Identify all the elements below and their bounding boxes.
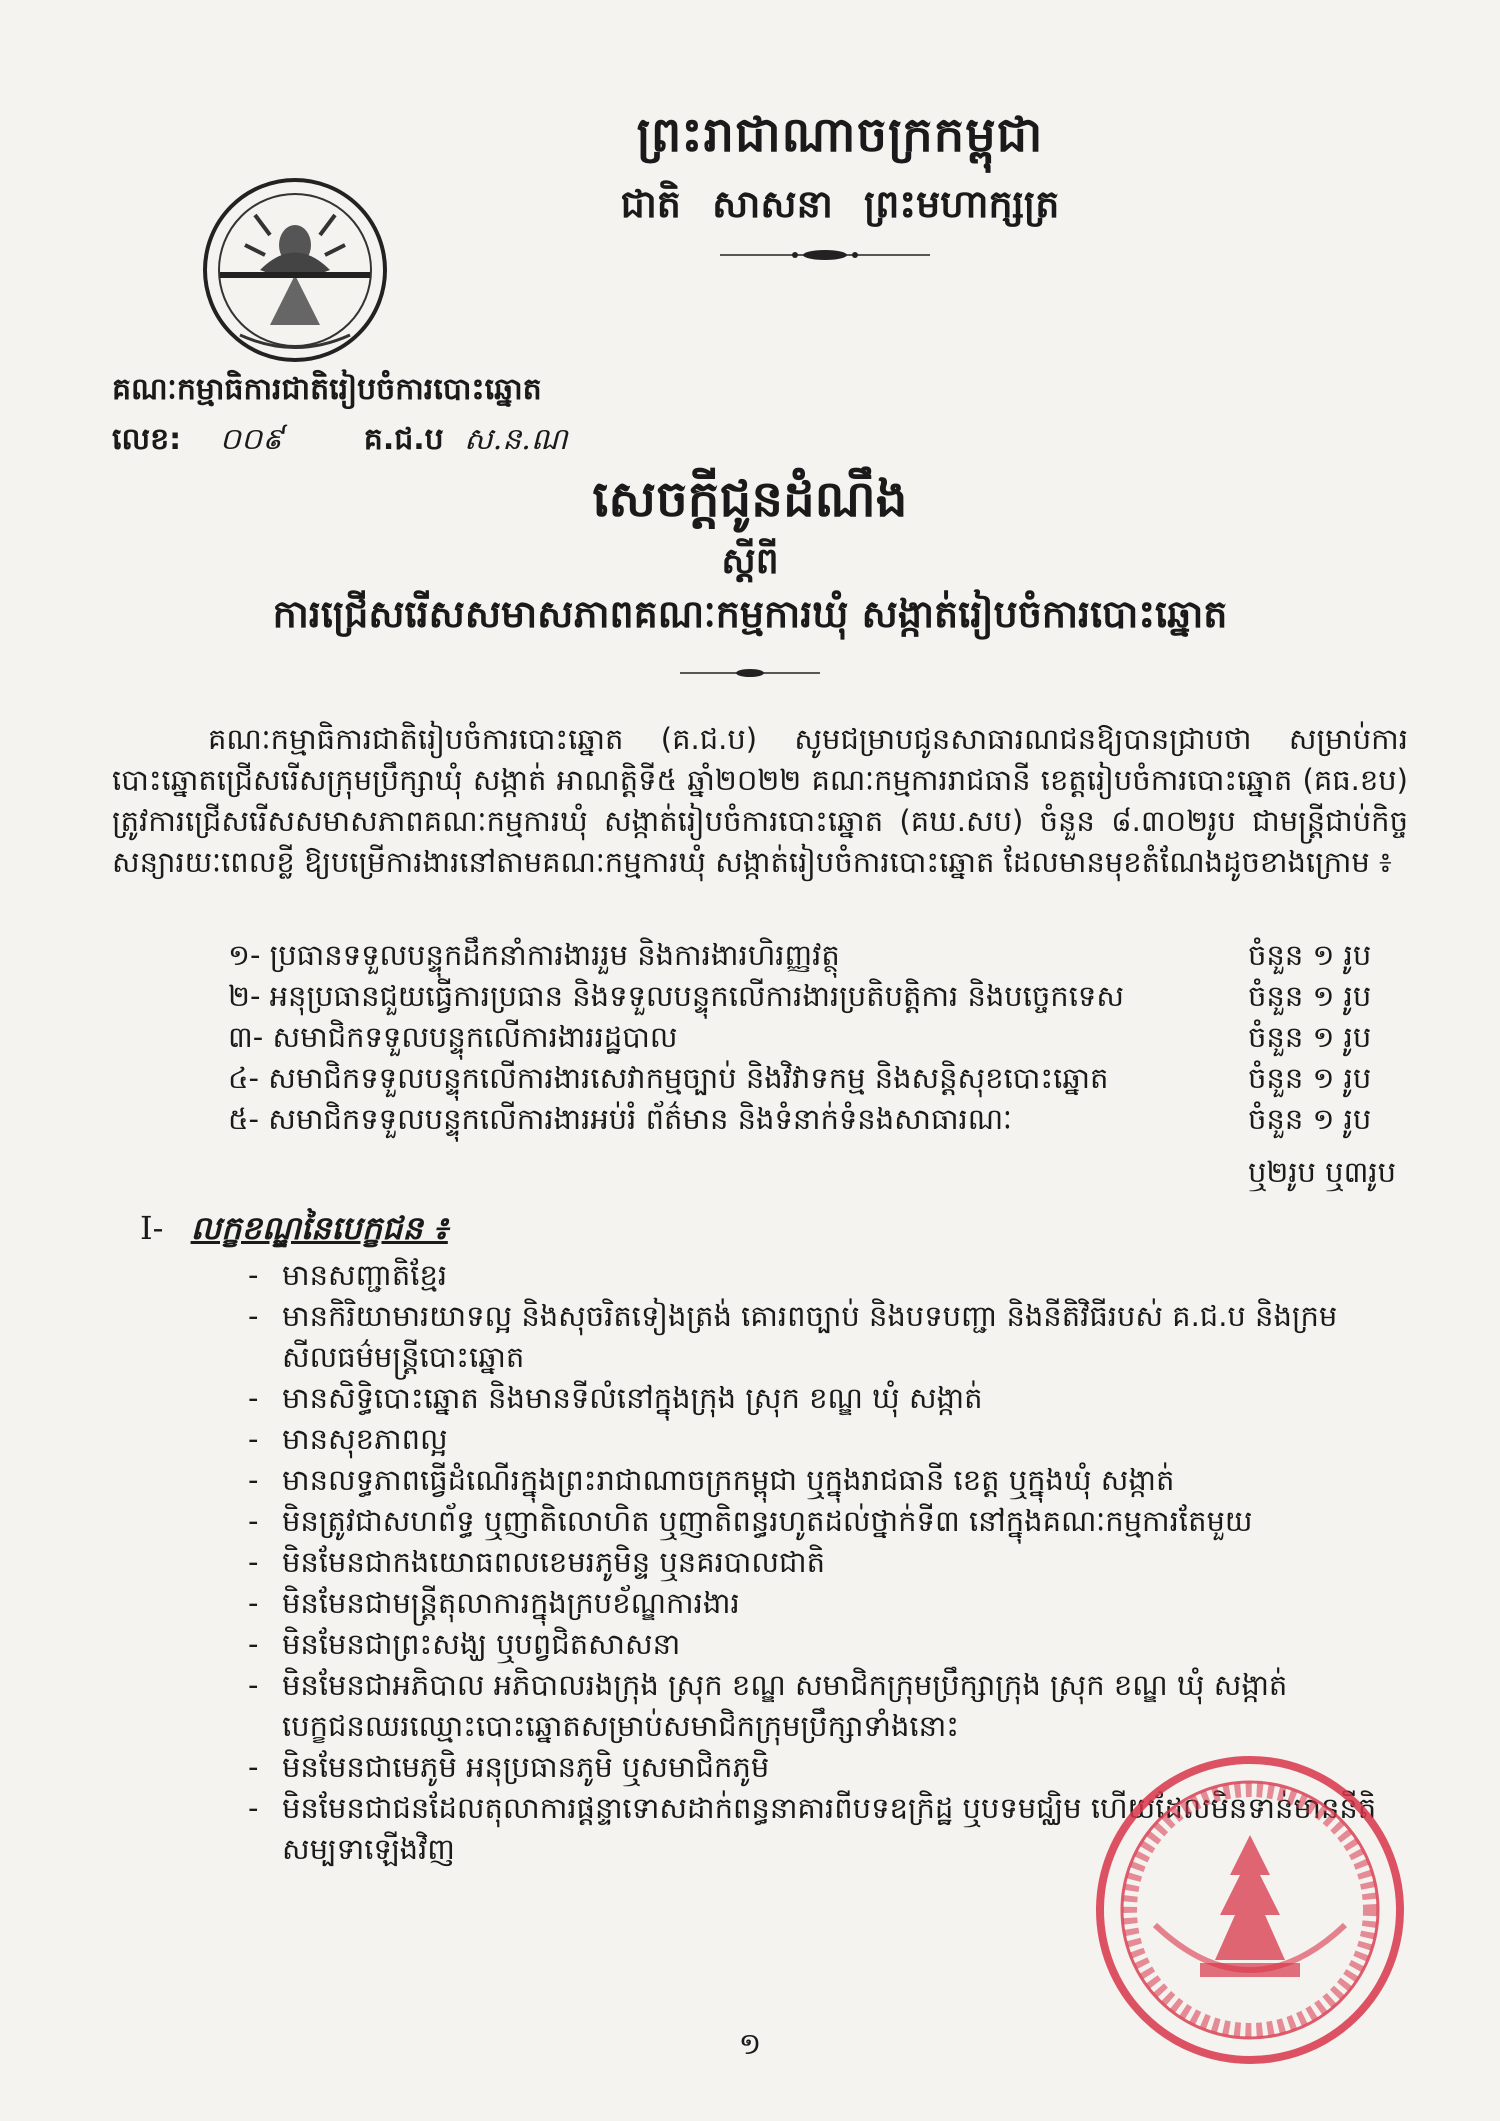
reference-line: [112, 420, 567, 464]
national-motto: ជាតិ សាសនា ព្រះមហាក្សត្រ: [620, 182, 1060, 226]
criteria-item: - មិនមែនជាអភិបាល អភិបាលរងក្រុង ស្រុក ខណ្ឌ សមាជិកក្រុមប្រឹក្សាក្រុង ស្រុក ខណ្ឌ ឃុំ សង្កាត់ បេក្ខជនឈរឈ្មោះបោះឆ្នោតសម្រាប់សមាជិកក្រុមប្រឹក្សាទាំងនោះ: [248, 1665, 1388, 1747]
ncec-emblem: [200, 175, 390, 365]
position-row: [228, 1061, 1428, 1102]
position-count: ចំនួន ១ រូប: [1248, 1061, 1372, 1095]
position-row: [228, 1020, 1428, 1061]
notice-about: ស្តីពី: [721, 541, 779, 582]
positions-extra-note: ឬ២រូប ឬ៣រូប: [1248, 1155, 1396, 1189]
section-number: I-: [140, 1209, 164, 1247]
position-count: ចំនួន ១ រូប: [1248, 979, 1372, 1013]
criteria-item: - មានលទ្ធភាពធ្វើដំណើរក្នុងព្រះរាជាណាចក្រកម្ពុជា ឬក្នុងរាជធានី ខេត្ត ឬក្នុងឃុំ សង្កាត់: [248, 1460, 1388, 1501]
criteria-item: - មិនមែនជាព្រះសង្ឃ ឬបព្វជិតសាសនា: [248, 1624, 1388, 1665]
position-count: ចំនួន ១ រូប: [1248, 938, 1372, 972]
notice-subject: ការជ្រើសរើសសមាសភាពគណៈកម្មការឃុំ សង្កាត់រៀបចំការបោះឆ្នោត: [272, 592, 1228, 636]
criteria-item: - មិនមែនជាកងយោធពលខេមរភូមិន្ទ ឬនគរបាលជាតិ: [248, 1542, 1388, 1583]
position-label: ៥- សមាជិកទទួលបន្ទុកលើការងារអប់រំ ព័ត៌មាន និងទំនាក់ទំនងសាធារណៈ: [228, 1102, 1013, 1136]
position-row: [228, 979, 1428, 1020]
criteria-item: - មានសុខភាពល្អ: [248, 1419, 1388, 1460]
criteria-item: - មានសិទ្ធិបោះឆ្នោត និងមានទីលំនៅក្នុងក្រុង ស្រុក ខណ្ឌ ឃុំ សង្កាត់: [248, 1378, 1388, 1419]
position-count: ចំនួន ១ រូប: [1248, 1020, 1372, 1054]
position-label: ៤- សមាជិកទទួលបន្ទុកលើការងារសេវាកម្មច្បាប់ និងវិវាទកម្ម និងសន្តិសុខបោះឆ្នោត: [228, 1061, 1109, 1095]
section-title: លក្ខខណ្ឌនៃបេក្ខជន ៖: [190, 1209, 448, 1247]
position-row: [228, 1102, 1428, 1143]
criteria-item: - មានកិរិយាមារយាទល្អ និងសុចរិតទៀងត្រង់ គោរពច្បាប់ និងបទបញ្ជា និងនីតិវិធីរបស់ គ.ជ.ប និងក្រមសីលធម៌មន្ត្រីបោះឆ្នោត: [248, 1296, 1388, 1378]
criteria-item: - មិនមែនជាមន្ត្រីតុលាការក្នុងក្របខ័ណ្ឌការងារ: [248, 1583, 1388, 1624]
position-row: [228, 938, 1428, 979]
positions-list: [228, 938, 1428, 1143]
issuing-organization: គណៈកម្មាធិការជាតិរៀបចំការបោះឆ្នោត: [112, 372, 542, 407]
page-number: ១: [738, 2027, 762, 2062]
intro-paragraph: គណៈកម្មាធិការជាតិរៀបចំការបោះឆ្នោត (គ.ជ.ប) សូមជម្រាបជូនសាធារណជនឱ្យបានជ្រាបថា សម្រាប់ការបោះឆ្នោតជ្រើសរើសក្រុមប្រឹក្សាឃុំ សង្កាត់ អាណត្តិទី៥ ឆ្នាំ២០២២ គណៈកម្មការរាជធានី ខេត្តរៀបចំការបោះឆ្នោត (គធ.ខប) ត្រូវការជ្រើសរើសសមាសភាពគណៈកម្មការឃុំ សង្កាត់រៀបចំការបោះឆ្នោត (គឃ.សប) ចំនួន ៨.៣០២រូប ជាមន្ត្រីជាប់កិច្ចសន្យារយៈពេលខ្លី ឱ្យបម្រើការងារនៅតាមគណៈកម្មការឃុំ សង្កាត់រៀបចំការបោះឆ្នោត ដែលមានមុខតំណែងដូចខាងក្រោម ៖: [112, 722, 1408, 879]
section-heading: [140, 1208, 448, 1255]
criteria-item: - មិនត្រូវជាសហព័ទ្ធ ឬញាតិលោហិត ឬញាតិពន្ធរហូតដល់ថ្នាក់ទី៣ នៅក្នុងគណៈកម្មការតែមួយ: [248, 1501, 1388, 1542]
ref-label: លេខ:: [112, 422, 182, 457]
position-count: ចំនួន ១ រូប: [1248, 1102, 1372, 1136]
position-label: ២- អនុប្រធានជួយធ្វើការប្រធាន និងទទួលបន្ទុកលើការងារប្រតិបត្តិការ និងបច្ចេកទេស: [228, 979, 1124, 1013]
position-label: ៣- សមាជិកទទួលបន្ទុកលើការងាររដ្ឋបាល: [228, 1020, 678, 1054]
criteria-item: - មិនមែនជាមេភូមិ អនុប្រធានភូមិ ឬសមាជិកភូមិ: [248, 1747, 1388, 1788]
title-divider: [680, 668, 820, 678]
ref-code: គ.ជ.ប: [363, 422, 444, 457]
position-label: ១- ប្រធានទទួលបន្ទុកដឹកនាំការងាររួម និងការងារហិរញ្ញវត្ថុ: [228, 938, 840, 972]
kingdom-heading: ព្រះរាជាណាចក្រកម្ពុជា: [636, 107, 1044, 163]
header-ornament: [720, 248, 930, 262]
notice-title: សេចក្តីជូនដំណឹង: [592, 470, 908, 528]
criteria-item: - មានសញ្ជាតិខ្មែរ: [248, 1255, 1388, 1296]
ref-date: ស.ន.ណ: [464, 422, 568, 457]
criteria-item: - មិនមែនជាជនដែលតុលាការផ្តន្ទាទោសដាក់ពន្ធនាគារពីបទឧក្រិដ្ឋ ឬបទមជ្ឈិម ហើយដែលមិនទាន់មាននីតិសម្បទាឡើងវិញ: [248, 1788, 1388, 1870]
ref-number: ០០៩: [219, 422, 284, 457]
